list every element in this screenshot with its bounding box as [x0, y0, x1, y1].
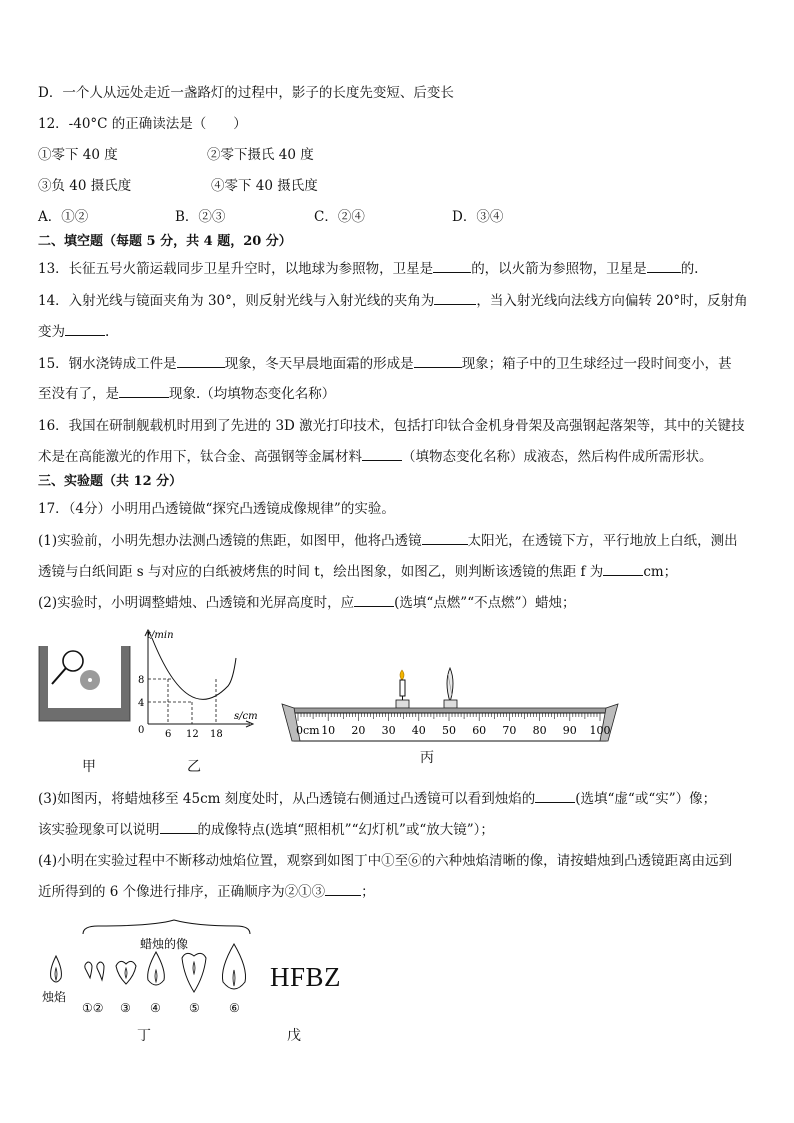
q12-choice-c: C．②④: [314, 209, 365, 225]
graph-x-tick-6: 6: [165, 729, 172, 740]
q12-option-2: ②零下摄氏 40 度: [207, 147, 314, 163]
bench-label: 0cm: [296, 724, 320, 737]
q17-part3-line1: (3)如图丙，将蜡烛移至 45cm 刻度处时，从凸透镜右侧通过凸透镜可以看到烛焰的 (选填“虚“或“实”）像；: [38, 791, 717, 807]
figure-jia-diagram: [38, 644, 133, 724]
candle-images-label: 蜡烛的像: [140, 937, 189, 951]
q17-part2: (2)实验时，小明调整蜡烛、凸透镜和光屏高度时，应 (选填“点燃”“不点燃”）蜡烛；: [38, 595, 576, 611]
q17-part1-line1: (1)实验前，小明先想办法测凸透镜的焦距，如图甲，他将凸透镜 太阳光，在透镜下方，平行地放上白纸，测出: [38, 533, 738, 549]
q16-line2: 术是在高能激光的作用下，钛合金、高强钢等金属材料 （填物态变化名称）成液态，然后构件成所需形状。: [38, 449, 713, 465]
q12-option-4: ④零下 40 摄氏度: [211, 178, 318, 194]
graph-x-axis-label: s/cm: [234, 711, 258, 722]
graph-x-tick-18: 18: [210, 729, 223, 740]
section-3-heading: 三、实验题（共 12 分）: [38, 474, 183, 489]
figure-bing-optical-bench: [272, 656, 632, 744]
q14-line1: 14．入射光线与镜面夹角为 30°，则反射光线与入射光线的夹角为 ，当入射光线向法线方向偏转 20°时，反射角: [38, 293, 748, 309]
q15-line1: 15．钢水浇铸成工件是 现象，冬天早晨地面霜的形成是 现象；箱子中的卫生球经过一段时间变小，甚: [38, 356, 732, 372]
bench-label: 20: [351, 724, 366, 737]
q16-line1: 16．我国在研制舰载机时用到了先进的 3D 激光打印技术，包括打印钛合金机身骨架及高强钢起落架等，其中的关键技: [38, 418, 745, 434]
flame-number-6: ⑥: [229, 1001, 240, 1015]
graph-x-tick-12: 12: [186, 729, 199, 740]
flame-number-5: ⑤: [189, 1001, 200, 1015]
flame-number-4: ④: [150, 1001, 161, 1015]
q17-part3-line2: 该实验现象可以说明 的成像特点(选填“照相机”“幻灯机”或“放大镜”）；: [38, 822, 494, 838]
q15-line2: 至没有了，是 现象.（均填物态变化名称）: [38, 386, 336, 402]
bench-label: 70: [502, 724, 517, 737]
figure-ding-caption: 丁: [137, 1028, 151, 1044]
bench-label: 50: [442, 724, 456, 737]
figure-ding-flames: [36, 918, 251, 1018]
q12-option-1: ①零下 40 度: [38, 147, 118, 163]
q17-stem: 17．（4分）小明用凸透镜做“探究凸透镜成像规律”的实验。: [38, 501, 395, 517]
section-2-heading: 二、填空题（每题 5 分，共 4 题，20 分）: [38, 234, 292, 249]
figure-wu-letters: HFBZ: [270, 962, 342, 992]
graph-y-axis-label: t/min: [147, 630, 174, 641]
graph-y-tick-4: 4: [138, 698, 145, 709]
q12-choice-b: B．②③: [175, 209, 226, 225]
q13: 13．长征五号火箭运载同步卫星升空时，以地球为参照物，卫星是 的，以火箭为参照物，卫星是 的.: [38, 261, 699, 277]
q17-part4-line1: (4)小明在实验过程中不断移动烛焰位置，观察到如图丁中①至⑥的六种烛焰清晰的像，请按蜡烛到凸透镜距离由远到: [38, 853, 733, 869]
figure-wu-caption: 戊: [287, 1028, 301, 1044]
bench-label: 40: [411, 724, 426, 737]
figure-yi-caption: 乙: [187, 759, 201, 775]
bench-label: 90: [562, 724, 577, 737]
bench-label: 100: [589, 724, 611, 737]
q12-choice-a: A．①②: [38, 209, 89, 225]
flame-number-3: ③: [120, 1001, 131, 1015]
figure-yi-graph: [130, 626, 265, 742]
bench-label: 10: [321, 724, 336, 737]
q17-part1-line2: 透镜与白纸间距 s 与对应的白纸被烤焦的时间 t，绘出图象，如图乙，则判断该透镜的焦距 f 为 cm；: [38, 564, 678, 580]
q12-stem: 12．-40°C 的正确读法是（ ）: [38, 116, 247, 132]
bench-label: 80: [532, 724, 547, 737]
q12-option-3: ③负 40 摄氏度: [38, 178, 132, 194]
graph-y-tick-8: 8: [138, 675, 145, 686]
figure-bing-caption: 丙: [420, 750, 434, 766]
candle-flame-label: 烛焰: [42, 990, 67, 1004]
q17-part4-line2: 近所得到的 6 个像进行排序，正确顺序为②①③ ；: [38, 884, 375, 900]
q11-option-d: D．一个人从远处走近一盏路灯的过程中，影子的长度先变短、后变长: [38, 85, 454, 101]
bench-label: 30: [381, 724, 396, 737]
q14-line2: 变为 .: [38, 324, 110, 340]
bench-label: 60: [472, 724, 487, 737]
graph-origin: 0: [138, 725, 145, 736]
q12-choice-d: D．③④: [452, 209, 504, 225]
figure-jia-caption: 甲: [82, 759, 96, 775]
flame-number-1-2: ①②: [82, 1001, 104, 1015]
